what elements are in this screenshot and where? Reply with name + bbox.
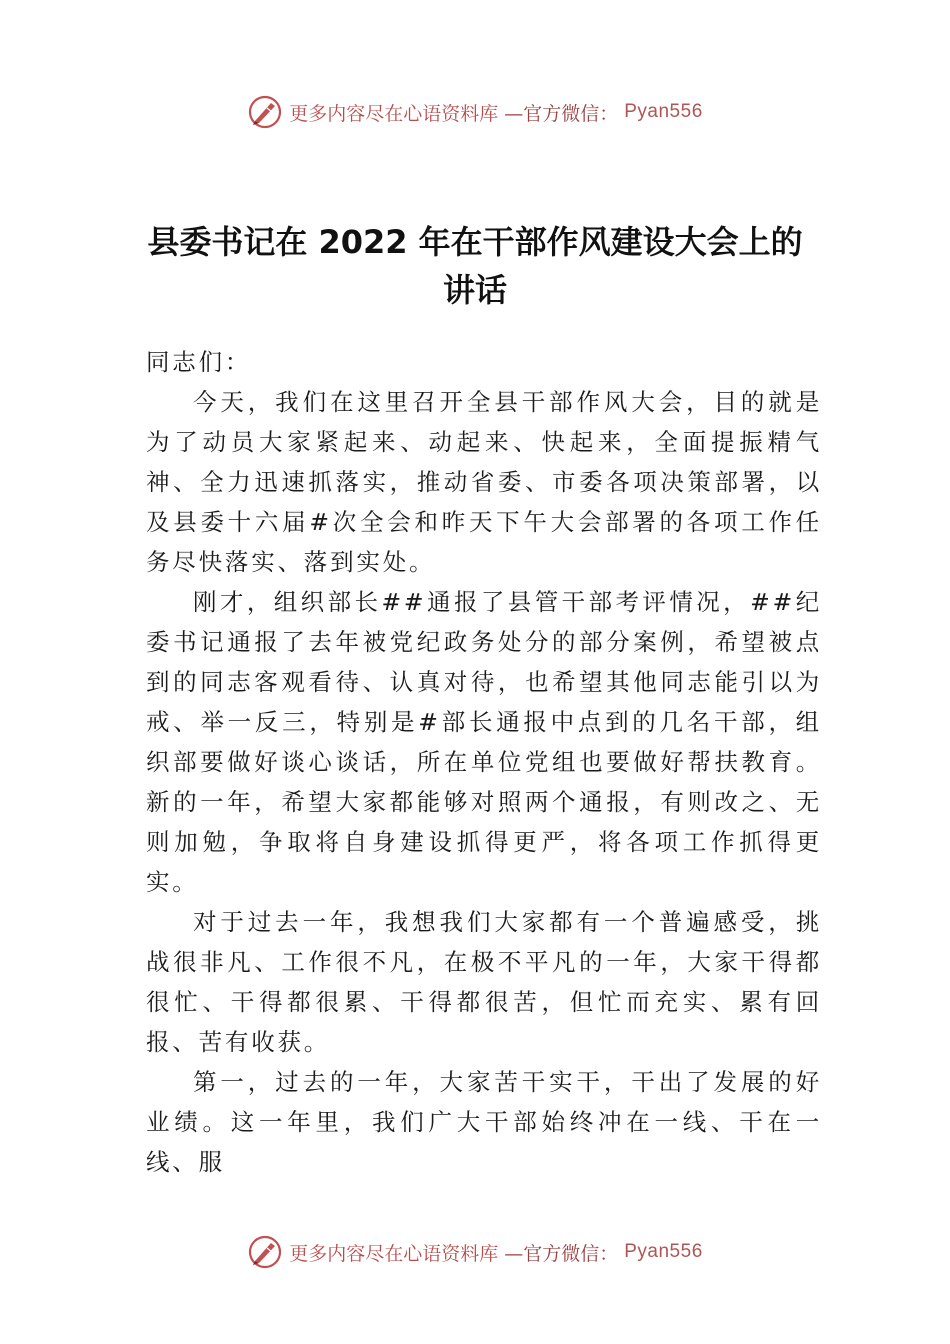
watermark-wechat-id: Pyan556 xyxy=(624,101,703,122)
document-title: 县委书记在 2022 年在干部作风建设大会上的讲话 xyxy=(147,223,803,309)
watermark-tail-text: —官方微信： xyxy=(504,102,619,125)
header-watermark xyxy=(0,94,950,130)
watermark-lead-text: 更多内容尽在心语资料库 xyxy=(289,1242,499,1265)
paragraph: 刚才，组织部长##通报了县管干部考评情况，##纪委书记通报了去年被党纪政务处分的部分案例，希望被点到的同志客观看待、认真对待，也希望其他同志能引以为戒、举一反三，特别是#部长通报中点到的几名干部，组织部要做好谈心谈话，所在单位党组也要做好帮扶教育。新的一年，希望大家都能够对照两个通报，有则改之、无则加勉，争取将自身建设抓得更严，将各项工作抓得更实。 xyxy=(146,588,822,896)
watermark-lead-text: 更多内容尽在心语资料库 xyxy=(289,102,499,125)
salutation: 同志们： xyxy=(146,348,252,376)
watermark-wechat-id: Pyan556 xyxy=(624,1241,703,1262)
document-body xyxy=(146,342,822,1182)
pen-quill-icon xyxy=(247,94,283,130)
paragraph: 对于过去一年，我想我们大家都有一个普遍感受，挑战很非凡、工作很不凡，在极不平凡的一年，大家干得都很忙、干得都很累、干得都很苦，但忙而充实、累有回报、苦有收获。 xyxy=(146,908,822,1056)
footer-watermark xyxy=(0,1234,950,1270)
watermark-tail-text: —官方微信： xyxy=(504,1242,619,1265)
paragraph: 今天，我们在这里召开全县干部作风大会，目的就是为了动员大家紧起来、动起来、快起来，全面提振精气神、全力迅速抓落实，推动省委、市委各项决策部署，以及县委十六届#次全会和昨天下午大会部署的各项工作任务尽快落实、落到实处。 xyxy=(146,388,822,576)
pen-quill-icon xyxy=(247,1234,283,1270)
paragraph: 第一，过去的一年，大家苦干实干，干出了发展的好业绩。这一年里，我们广大干部始终冲在一线、干在一线、服 xyxy=(146,1068,822,1176)
